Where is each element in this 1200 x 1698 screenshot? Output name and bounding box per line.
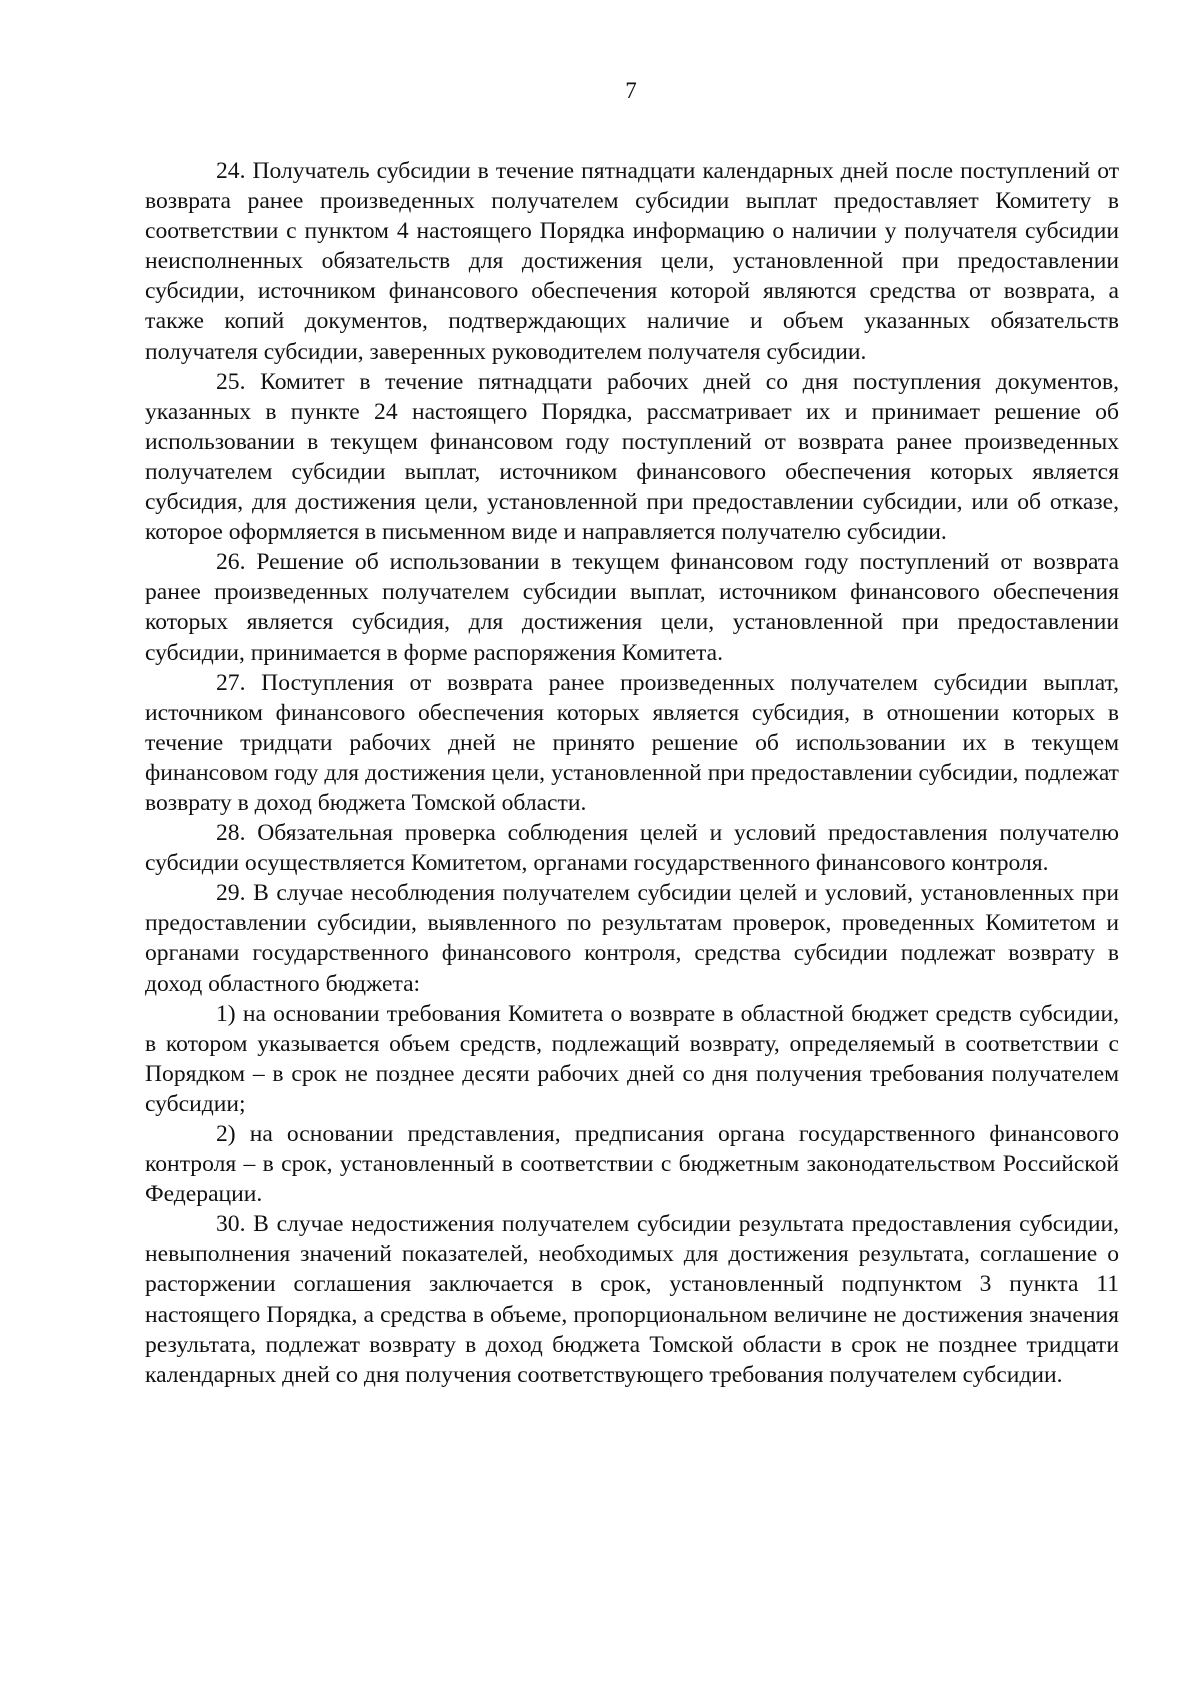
- page-number: 7: [625, 78, 637, 103]
- paragraph-29-item-1: 1) на основании требования Комитета о возврате в областной бюджет средств субсидии, в котором указывается объем средств, подлежащий возврату, определяемый в соответствии с Порядком – в срок не позднее десяти рабочих дней со дня получения требования получателем субсидии;: [145, 1000, 1119, 1117]
- paragraph-29-item-2: 2) на основании представления, предписания органа государственного финансового контроля – в срок, установленный в соответствии с бюджетным законодательством Российской Федерации.: [145, 1121, 1119, 1208]
- paragraph-26: 26. Решение об использовании в текущем финансовом году поступлений от возврата ранее произведенных получателем субсидии выплат, источником финансового обеспечения которых является субсидия, для достижения цели, установленной при предоставлении субсидии, принимается в форме распоряжения Комитета.: [145, 549, 1119, 666]
- paragraph-24: 24. Получатель субсидии в течение пятнадцати календарных дней после поступлений от возврата ранее произведенных получателем субсидии выплат предоставляет Комитету в соответствии с пунктом 4 настоящего Порядка информацию о наличии у получателя субсидии неисполненных обязательств для достижения цели, установленной при предоставлении субсидии, источником финансового обеспечения которой являются средства от возврата, а также копий документов, подтверждающих наличие и объем указанных обязательств получателя субсидии, заверенных руководителем получателя субсидии.: [145, 158, 1119, 365]
- paragraph-28: 28. Обязательная проверка соблюдения целей и условий предоставления получателю субсидии осуществляется Комитетом, органами государственного финансового контроля.: [145, 820, 1119, 877]
- paragraph-25: 25. Комитет в течение пятнадцати рабочих дней со дня поступления документов, указанных в пункте 24 настоящего Порядка, рассматривает их и принимает решение об использовании в текущем финансовом году поступлений от возврата ранее произведенных получателем субсидии выплат, источником финансового обеспечения которых является субсидия, для достижения цели, установленной при предоставлении субсидии, или об отказе, которое оформляется в письменном виде и направляется получателю субсидии.: [145, 368, 1119, 546]
- paragraph-27: 27. Поступления от возврата ранее произведенных получателем субсидии выплат, источником финансового обеспечения которых является субсидия, в отношении которых в течение тридцати рабочих дней не принято решение об использовании их в текущем финансовом году для достижения цели, установленной при предоставлении субсидии, подлежат возврату в доход бюджета Томской области.: [145, 669, 1119, 816]
- paragraph-30: 30. В случае недостижения получателем субсидии результата предоставления субсидии, невыполнения значений показателей, необходимых для достижения результата, соглашение о расторжении соглашения заключается в срок, установленный подпунктом 3 пункта 11 настоящего Порядка, а средства в объеме, пропорциональном величине не достижения значения результата, подлежат возврату в доход бюджета Томской области в срок не позднее тридцати календарных дней со дня получения соответствующего требования получателем субсидии.: [145, 1211, 1119, 1388]
- document-body: [145, 156, 1119, 1390]
- paragraph-29: 29. В случае несоблюдения получателем субсидии целей и условий, установленных при предоставлении субсидии, выявленного по результатам проверок, проведенных Комитетом и органами государственного финансового контроля, средства субсидии подлежат возврату в доход областного бюджета:: [145, 880, 1119, 997]
